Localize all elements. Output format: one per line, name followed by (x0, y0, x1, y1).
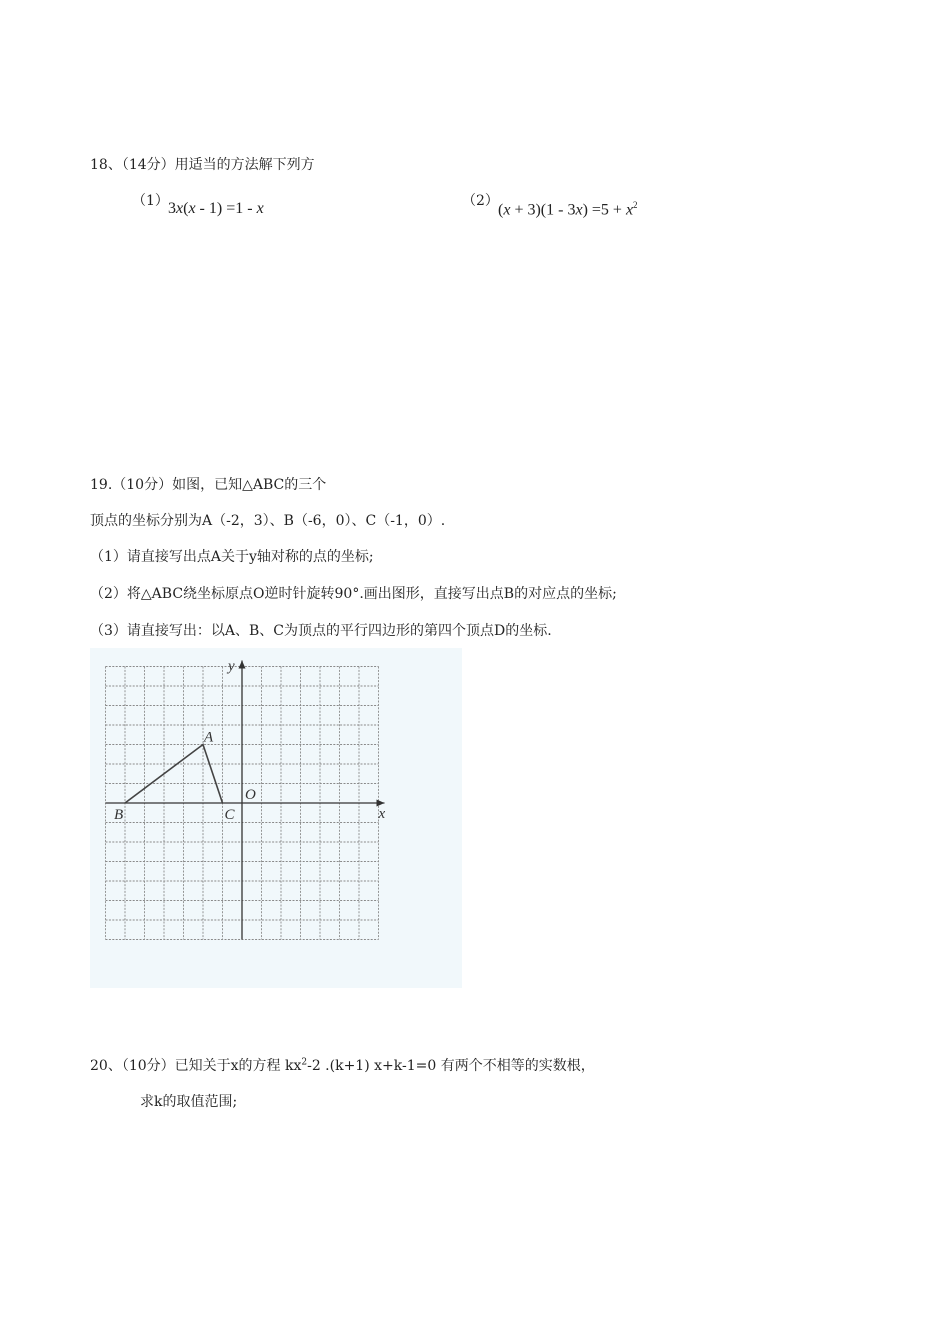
origin-label: O (245, 787, 256, 803)
eq-token: ) =5 + (582, 201, 626, 219)
eq-var: x (176, 200, 184, 217)
q19-part3: （3）请直接写出：以A、B、C为顶点的平行四边形的第四个顶点D的坐标. (90, 623, 552, 639)
eq-var: x (256, 200, 264, 217)
y-axis-arrow (239, 661, 246, 669)
eq-token: ( (498, 201, 504, 219)
point-b-label: B (114, 807, 124, 823)
q20-text-b: -2 .(k+1) x+k-1=0 有两个不相等的实数根， (307, 1058, 595, 1074)
q19-line1: 19.（10分）如图，已知△ABC的三个 (90, 477, 327, 493)
q20-exponent: 2 (301, 1057, 308, 1068)
coordinate-grid-figure (90, 648, 462, 988)
point-c-label: C (224, 807, 235, 823)
triangle-abc (125, 745, 223, 804)
eq-token: ( (183, 200, 189, 217)
q19-line2: 顶点的坐标分别为A（-2，3）、B（-6，0）、C（-1，0）. (90, 513, 446, 529)
q18-part2-equation (498, 200, 638, 219)
q19-part2: （2）将△ABC绕坐标原点O逆时针旋转90°.画出图形，直接写出点B的对应点的坐标; (90, 586, 617, 602)
q18-part2-number: （2） (462, 193, 499, 209)
x-axis-label: x (378, 806, 386, 822)
eq-var: x (575, 201, 583, 219)
q18-part1-equation (168, 200, 264, 218)
eq-exponent: 2 (633, 200, 638, 210)
q20-line2: 求k的取值范围; (140, 1094, 238, 1110)
q19-part1: （1）请直接写出点A关于y轴对称的点的坐标; (90, 549, 374, 565)
y-axis-label: y (228, 658, 235, 675)
eq-var: x (625, 201, 634, 219)
eq-var: x (188, 200, 196, 217)
eq-token: - 1) =1 - (195, 200, 257, 217)
eq-token: + 3)(1 - 3 (510, 201, 576, 219)
q18-part1-number: （1） (132, 193, 169, 209)
eq-var: x (503, 201, 511, 219)
coordinate-grid-svg (90, 648, 462, 988)
q20-line1 (90, 1055, 595, 1075)
q18-title: 18、（14分）用适当的方法解下列方 (90, 157, 315, 173)
point-a-label: A (204, 729, 214, 746)
q20-text-a: 20、（10分）已知关于x的方程 kx (90, 1058, 302, 1074)
eq-token: 3 (168, 200, 176, 217)
